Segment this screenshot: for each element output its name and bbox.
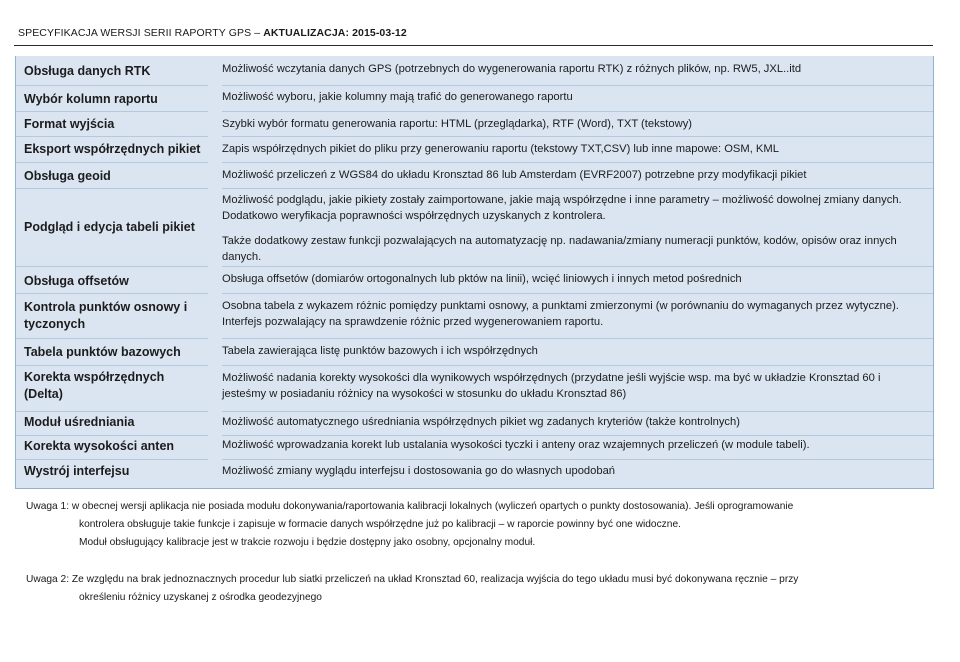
spec-row bbox=[16, 266, 933, 293]
spec-label: Obsługa geoid bbox=[24, 169, 111, 183]
spec-description-cell bbox=[222, 365, 933, 411]
spec-label: Korekta wysokości anten bbox=[24, 439, 175, 453]
spec-description: Także dodatkowy zestaw funkcji pozwalających na automatyzację np. nadawania/zmiany numeracji punktów, kodów, opisów oraz innych danych. bbox=[222, 235, 897, 263]
spec-row bbox=[16, 293, 933, 338]
note-block bbox=[26, 571, 926, 607]
header-title-separator: – bbox=[251, 27, 264, 39]
spec-label-cell bbox=[16, 56, 208, 85]
spec-description-cell bbox=[222, 136, 933, 162]
spec-description: Osobna tabela z wykazem różnic pomiędzy punktami osnowy, a punktami zmierzonymi (w porównaniu do wymaganych przez wytyczne). Interfejs pozwalający na sprawdzenie różnic przed wygenerowaniem raportu. bbox=[222, 300, 899, 328]
note-line: Moduł obsługujący kalibracje jest w trakcie rozwoju i będzie dostępny jako osobny, opcjonalny moduł. bbox=[79, 537, 536, 548]
spec-description-cell bbox=[222, 266, 933, 293]
spec-label-cell bbox=[16, 188, 208, 266]
spec-row bbox=[16, 56, 933, 85]
spec-table bbox=[15, 56, 934, 489]
spec-label: Moduł uśredniania bbox=[24, 415, 135, 429]
spec-row bbox=[16, 411, 933, 435]
spec-label-cell bbox=[16, 365, 208, 411]
spec-description: Zapis współrzędnych pikiet do pliku przy generowaniu raportu (tekstowy TXT,CSV) lub inne mapowe: OSM, KML bbox=[222, 143, 779, 155]
spec-label-cell bbox=[16, 111, 208, 136]
spec-row bbox=[16, 338, 933, 365]
spec-description-cell bbox=[222, 293, 933, 338]
spec-label: Podgląd i edycja tabeli pikiet bbox=[24, 220, 195, 234]
spec-description-cell bbox=[222, 56, 933, 85]
spec-description-cell bbox=[222, 338, 933, 365]
note-block bbox=[26, 498, 926, 552]
spec-row bbox=[16, 365, 933, 411]
header-title-text: SPECYFIKACJA WERSJI SERII RAPORTY GPS bbox=[18, 27, 252, 39]
spec-row bbox=[16, 85, 933, 111]
spec-description-cell bbox=[222, 162, 933, 188]
spec-row bbox=[16, 188, 933, 266]
spec-label-cell bbox=[16, 162, 208, 188]
spec-description-cell bbox=[222, 188, 933, 266]
spec-description: Obsługa offsetów (domiarów ortogonalnych lub pktów na linii), wcięć liniowych i innych metod pośrednich bbox=[222, 273, 742, 285]
spec-label: Wystrój interfejsu bbox=[24, 464, 130, 478]
header-divider bbox=[14, 45, 933, 46]
spec-label: Format wyjścia bbox=[24, 117, 115, 131]
spec-label: Kontrola punktów osnowy i tyczonych bbox=[24, 300, 188, 331]
document-header bbox=[18, 27, 407, 39]
spec-description: Szybki wybór formatu generowania raportu: HTML (przeglądarka), RTF (Word), TXT (tekstowy) bbox=[222, 118, 693, 130]
note-line: Uwaga 1: w obecnej wersji aplikacja nie posiada modułu dokonywania/raportowania kalibracji lokalnych (wyliczeń opartych o punkty dostosowania). Jeśli oprogramowanie bbox=[26, 501, 794, 512]
spec-description: Możliwość wprowadzania korekt lub ustalania wysokości tyczki i anteny oraz wzajemnych przeliczeń (w module tabeli). bbox=[222, 439, 810, 451]
spec-label-cell bbox=[16, 411, 208, 435]
spec-description: Możliwość podglądu, jakie pikiety zostały zaimportowane, jakie mają współrzędne i inne parametry – możliwość dowolnej zmiany danych. Dodatkowo weryfikacja poprawności współrzędnych uzyskanych z kontrolera. bbox=[222, 194, 902, 222]
spec-description-cell bbox=[222, 411, 933, 435]
spec-description-cell bbox=[222, 435, 933, 459]
spec-row bbox=[16, 162, 933, 188]
spec-label: Obsługa offsetów bbox=[24, 274, 129, 288]
spec-description: Możliwość automatycznego uśredniania współrzędnych pikiet wg zadanych kryteriów (także kontrolnych) bbox=[222, 416, 740, 428]
spec-row bbox=[16, 459, 933, 488]
note-line: kontrolera obsługuje takie funkcje i zapisuje w formacie danych współrzędne już po kalibracji – w raporcie powinny być one widoczne. bbox=[79, 519, 681, 530]
spec-label: Wybór kolumn raportu bbox=[24, 92, 158, 106]
spec-label-cell bbox=[16, 266, 208, 293]
header-update-date: AKTUALIZACJA: 2015-03-12 bbox=[263, 27, 407, 39]
spec-label-cell bbox=[16, 338, 208, 365]
spec-label-cell bbox=[16, 85, 208, 111]
spec-description: Możliwość zmiany wyglądu interfejsu i dostosowania go do własnych upodobań bbox=[222, 465, 616, 477]
spec-description-cell bbox=[222, 459, 933, 488]
spec-label: Eksport współrzędnych pikiet bbox=[24, 142, 201, 156]
spec-description: Tabela zawierająca listę punktów bazowych i ich współrzędnych bbox=[222, 345, 538, 357]
spec-description: Możliwość wczytania danych GPS (potrzebnych do wygenerowania raportu RTK) z różnych plików, np. RW5, JXL..itd bbox=[222, 63, 802, 75]
spec-label-cell bbox=[16, 459, 208, 488]
spec-label-cell bbox=[16, 136, 208, 162]
spec-description-cell bbox=[222, 111, 933, 136]
spec-description: Możliwość przeliczeń z WGS84 do układu Kronsztad 86 lub Amsterdam (EVRF2007) potrzebne przy modyfikacji pikiet bbox=[222, 169, 807, 181]
spec-label: Korekta współrzędnych (Delta) bbox=[24, 370, 165, 401]
spec-label-cell bbox=[16, 293, 208, 338]
spec-row bbox=[16, 136, 933, 162]
spec-row bbox=[16, 111, 933, 136]
spec-description: Możliwość nadania korekty wysokości dla wynikowych współrzędnych (przydatne jeśli wyjście wsp. ma być w układzie Kronsztad 60 i jesteśmy w posiadaniu różnicy na wysokości w stosunku do układu Kronsztad 86) bbox=[222, 372, 881, 400]
spec-row bbox=[16, 435, 933, 459]
spec-label-cell bbox=[16, 435, 208, 459]
spec-label: Obsługa danych RTK bbox=[24, 64, 151, 78]
note-line: określeniu różnicy uzyskanej z ośrodka geodezyjnego bbox=[79, 592, 322, 603]
spec-description-cell bbox=[222, 85, 933, 111]
note-line: Uwaga 2: Ze względu na brak jednoznacznych procedur lub siatki przeliczeń na układ Kronsztad 60, realizacja wyjścia do tego układu musi być dokonywana ręcznie – przy bbox=[26, 574, 799, 585]
spec-description: Możliwość wyboru, jakie kolumny mają trafić do generowanego raportu bbox=[222, 91, 573, 103]
spec-label: Tabela punktów bazowych bbox=[24, 345, 181, 359]
